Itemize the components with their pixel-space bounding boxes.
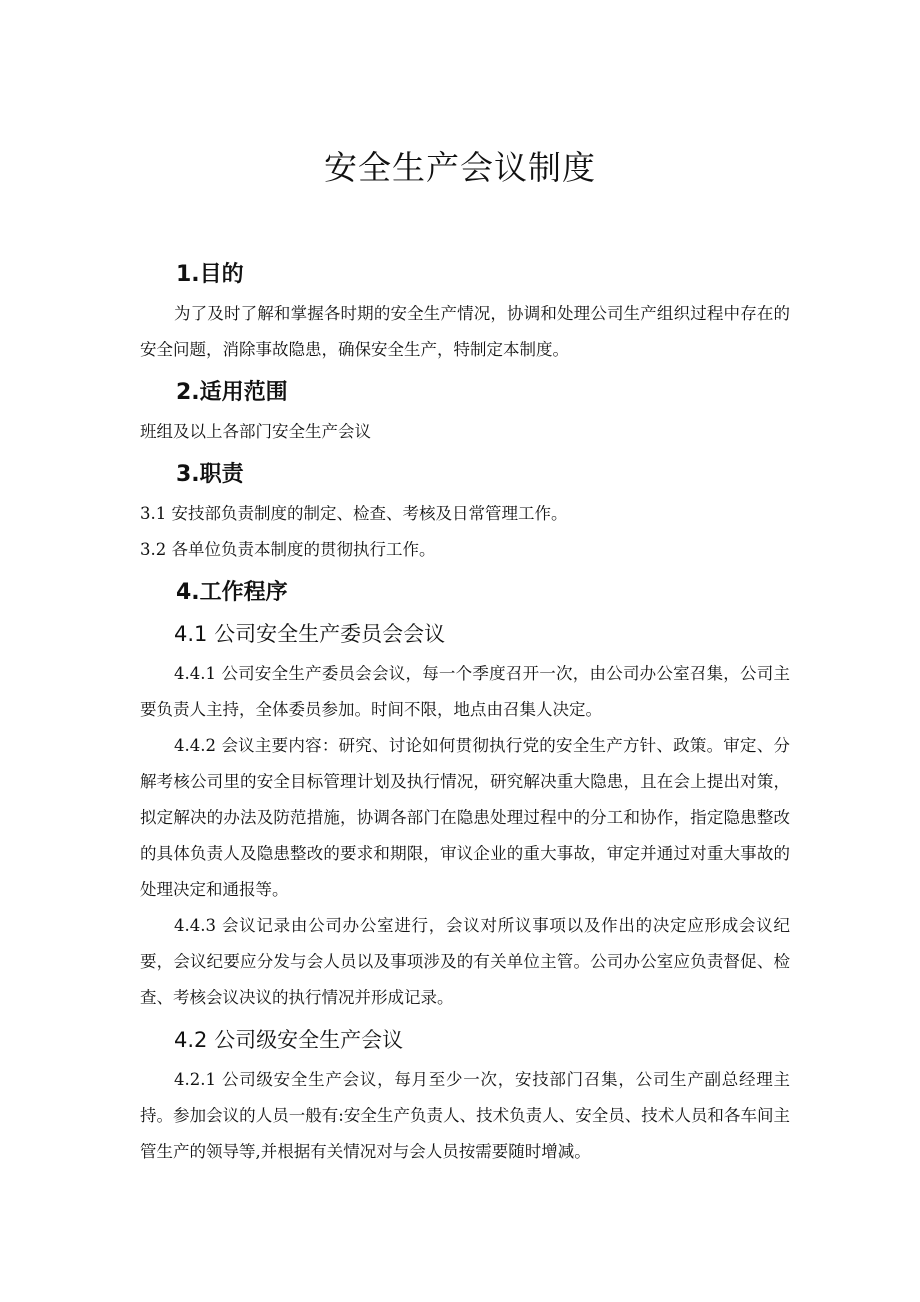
section-heading: 3.职责 [176,462,244,487]
section-scope [140,376,790,450]
document-body [140,258,790,1178]
subsection-heading: 4.1 公司安全生产委员会会议 [174,622,446,646]
section-heading: 4.工作程序 [176,580,288,605]
document-title: 安全生产会议制度 [324,148,596,187]
paragraph: 4.2.1 公司级安全生产会议，每月至少一次，安技部门召集，公司生产副总经理主持。参加会议的人员一般有:安全生产负责人、技术负责人、安全员、技术人员和各车间主管生产的领导等,并根据有关情况对与会人员按需要随时增减。 [140,1070,790,1161]
section-procedure [140,576,790,1170]
section-purpose [140,258,790,368]
subsection-heading: 4.2 公司级安全生产会议 [174,1028,404,1052]
paragraph: 4.4.1 公司安全生产委员会会议，每一个季度召开一次，由公司办公室召集，公司主要负责人主持，全体委员参加。时间不限，地点由召集人决定。 [140,664,790,719]
paragraph: 4.4.3 会议记录由公司办公室进行，会议对所议事项以及作出的决定应形成会议纪要，会议纪要应分发与会人员以及事项涉及的有关单位主管。公司办公室应负责督促、检查、考核会议决议的执行情况并形成记录。 [140,916,790,1007]
paragraph: 为了及时了解和掌握各时期的安全生产情况，协调和处理公司生产组织过程中存在的安全问题，消除事故隐患，确保安全生产，特制定本制度。 [140,304,790,359]
section-heading: 2.适用范围 [176,380,288,405]
section-heading: 1.目的 [176,262,244,287]
paragraph: 班组及以上各部门安全生产会议 [140,422,371,441]
paragraph: 3.2 各单位负责本制度的贯彻执行工作。 [140,540,436,559]
section-responsibilities [140,458,790,568]
paragraph: 4.4.2 会议主要内容：研究、讨论如何贯彻执行党的安全生产方针、政策。审定、分解考核公司里的安全目标管理计划及执行情况，研究解决重大隐患，且在会上提出对策，拟定解决的办法及防范措施，协调各部门在隐患处理过程中的分工和协作，指定隐患整改的具体负责人及隐患整改的要求和期限，审议企业的重大事故，审定并通过对重大事故的处理决定和通报等。 [140,736,790,899]
paragraph: 3.1 安技部负责制度的制定、检查、考核及日常管理工作。 [140,504,568,523]
